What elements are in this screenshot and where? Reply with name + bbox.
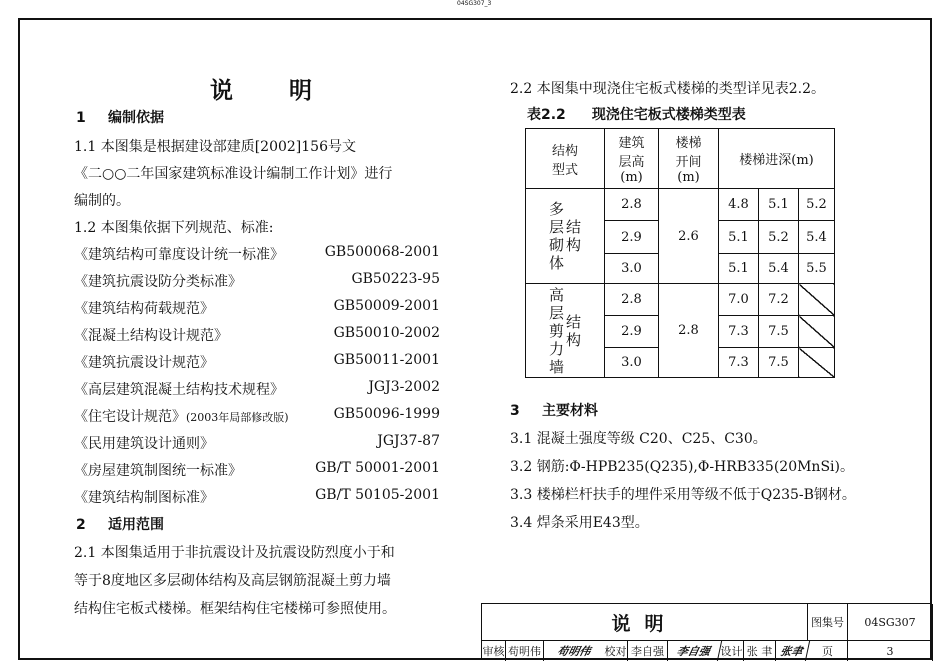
depth-cell: 7.0: [719, 284, 759, 316]
spec-name: [74, 406, 289, 426]
depth-cell: 5.2: [759, 221, 799, 254]
page-label: 页: [808, 641, 848, 661]
depth-cell: 7.5: [759, 316, 799, 348]
section-2-heading: [76, 514, 164, 534]
table-row: [526, 189, 835, 221]
section-title: 编制依据: [108, 110, 164, 126]
spec-name: 《混凝土结构设计规范》: [74, 328, 228, 344]
reviewer-signature: 苟明伟: [556, 645, 592, 658]
floor-height-cell: 2.9: [605, 221, 659, 254]
spec-name: 《建筑结构制图标准》: [74, 490, 214, 506]
section-number: 3: [510, 403, 520, 419]
empty-diagonal-cell: [799, 348, 835, 378]
para-1-1-line1: 1.1 本图集是根据建设部建质[2002]156号文: [74, 139, 356, 155]
depth-cell: 7.3: [719, 316, 759, 348]
spec-name: 《房屋建筑制图统一标准》: [74, 463, 242, 479]
spec-name: 《建筑结构可靠度设计统一标准》: [74, 247, 284, 263]
header-stair-bay: 楼梯 开间 (m): [659, 129, 719, 189]
header-stair-depth: 楼梯进深(m): [719, 129, 835, 189]
para-1-2: 1.2 本图集依据下列规范、标准:: [74, 220, 274, 236]
depth-cell: 5.2: [799, 189, 835, 221]
structure-type-masonry: 多 层 砌 体 结 构: [526, 189, 605, 284]
stair-types-table: [525, 128, 835, 378]
check-label: 校对: [604, 641, 628, 661]
spec-name-text: 《住宅设计规范》: [74, 409, 186, 425]
depth-cell: 7.3: [719, 348, 759, 378]
spec-code: GB50011-2001: [333, 352, 440, 368]
para-3-1: 3.1 混凝土强度等级 C20、C25、C30。: [510, 431, 767, 447]
para-2-1-line1: 2.1 本图集适用于非抗震设计及抗震设防烈度小于和: [74, 545, 395, 561]
spec-code: GB50096-1999: [333, 406, 440, 422]
design-label: 设计: [720, 641, 744, 661]
section-number: 2: [76, 517, 86, 533]
header-structure-type: 结构 型式: [526, 129, 605, 189]
review-label: 审核: [482, 641, 506, 661]
section-1-heading: [76, 107, 164, 127]
drawing-id-header: 04SG307_3: [457, 0, 492, 7]
section-number: 1: [76, 110, 86, 126]
spec-name: 《建筑结构荷载规范》: [74, 301, 214, 317]
empty-diagonal-cell: [799, 284, 835, 316]
designer-signature: 张聿: [774, 641, 810, 661]
depth-cell: 5.1: [759, 189, 799, 221]
spec-code: GB50009-2001: [333, 298, 440, 314]
para-2-1-line3: 结构住宅板式楼梯。框架结构住宅楼梯可参照使用。: [74, 601, 396, 617]
section-title: 主要材料: [542, 403, 598, 419]
depth-cell: 7.2: [759, 284, 799, 316]
para-3-4: 3.4 焊条采用E43型。: [510, 515, 649, 531]
page-title: 说明: [210, 78, 368, 104]
spec-note: (2003年局部修改版): [186, 411, 289, 424]
depth-cell: 5.4: [759, 254, 799, 284]
depth-cell: 5.4: [799, 221, 835, 254]
table-caption: [527, 104, 746, 124]
floor-height-cell: 3.0: [605, 254, 659, 284]
empty-diagonal-cell: [799, 316, 835, 348]
depth-cell: 5.5: [799, 254, 835, 284]
spec-code: GB500068-2001: [324, 244, 440, 260]
stair-bay-cell: 2.8: [659, 284, 719, 378]
spec-code: GB/T 50105-2001: [315, 487, 440, 503]
table-header-row: [526, 129, 835, 189]
para-3-2: 3.2 钢筋:Φ-HPB235(Q235),Φ-HRB335(20MnSi)。: [510, 459, 854, 475]
depth-cell: 4.8: [719, 189, 759, 221]
para-2-2: 2.2 本图集中现浇住宅板式楼梯的类型详见表2.2。: [510, 81, 825, 97]
atlas-number-label: 图集号: [808, 604, 848, 640]
header-floor-height: 建筑 层高 (m): [605, 129, 659, 189]
designer-name: 张 聿: [744, 641, 776, 661]
spec-code: JGJ37-87: [377, 433, 440, 449]
spec-code: GB/T 50001-2001: [315, 460, 440, 476]
title-block-top-row: [482, 604, 933, 641]
section-title: 适用范围: [108, 517, 164, 533]
spec-code: JGJ3-2002: [368, 379, 440, 395]
depth-cell: 5.1: [719, 221, 759, 254]
para-1-1-line3: 编制的。: [74, 193, 130, 209]
table-row: [526, 284, 835, 316]
structure-type-shear-wall: 高 层 剪 力 墙 结 构: [526, 284, 605, 378]
spec-name: 《高层建筑混凝土结构技术规程》: [74, 382, 284, 398]
floor-height-cell: 2.8: [605, 284, 659, 316]
spec-name: 《建筑抗震设防分类标准》: [74, 274, 242, 290]
spec-code: GB50223-95: [351, 271, 440, 287]
section-3-heading: [510, 400, 598, 420]
atlas-number: 04SG307: [848, 604, 933, 640]
floor-height-cell: 2.9: [605, 316, 659, 348]
floor-height-cell: 2.8: [605, 189, 659, 221]
page-number: 3: [848, 641, 933, 661]
table-caption-text: 现浇住宅板式楼梯类型表: [591, 107, 746, 123]
para-1-1-line2: 《二○○二年国家建筑标准设计编制工作计划》进行: [74, 166, 393, 182]
checker-signature: 李自强: [666, 641, 722, 661]
title-block-bottom-row: [482, 641, 933, 661]
para-3-3: 3.3 楼梯栏杆扶手的埋件采用等级不低于Q235-B钢材。: [510, 487, 856, 503]
stair-bay-cell: 2.6: [659, 189, 719, 284]
depth-cell: 7.5: [759, 348, 799, 378]
spec-name: 《民用建筑设计通则》: [74, 436, 214, 452]
title-block-title: 说明: [482, 604, 808, 640]
table-caption-number: 表2.2: [527, 107, 566, 123]
title-block: [481, 603, 932, 660]
reviewer-name: 苟明伟: [506, 641, 544, 661]
floor-height-cell: 3.0: [605, 348, 659, 378]
spec-code: GB50010-2002: [333, 325, 440, 341]
checker-name: 李自强: [628, 641, 668, 661]
para-2-1-line2: 等于8度地区多层砌体结构及高层钢筋混凝土剪力墙: [74, 573, 391, 589]
depth-cell: 5.1: [719, 254, 759, 284]
spec-name: 《建筑抗震设计规范》: [74, 355, 214, 371]
